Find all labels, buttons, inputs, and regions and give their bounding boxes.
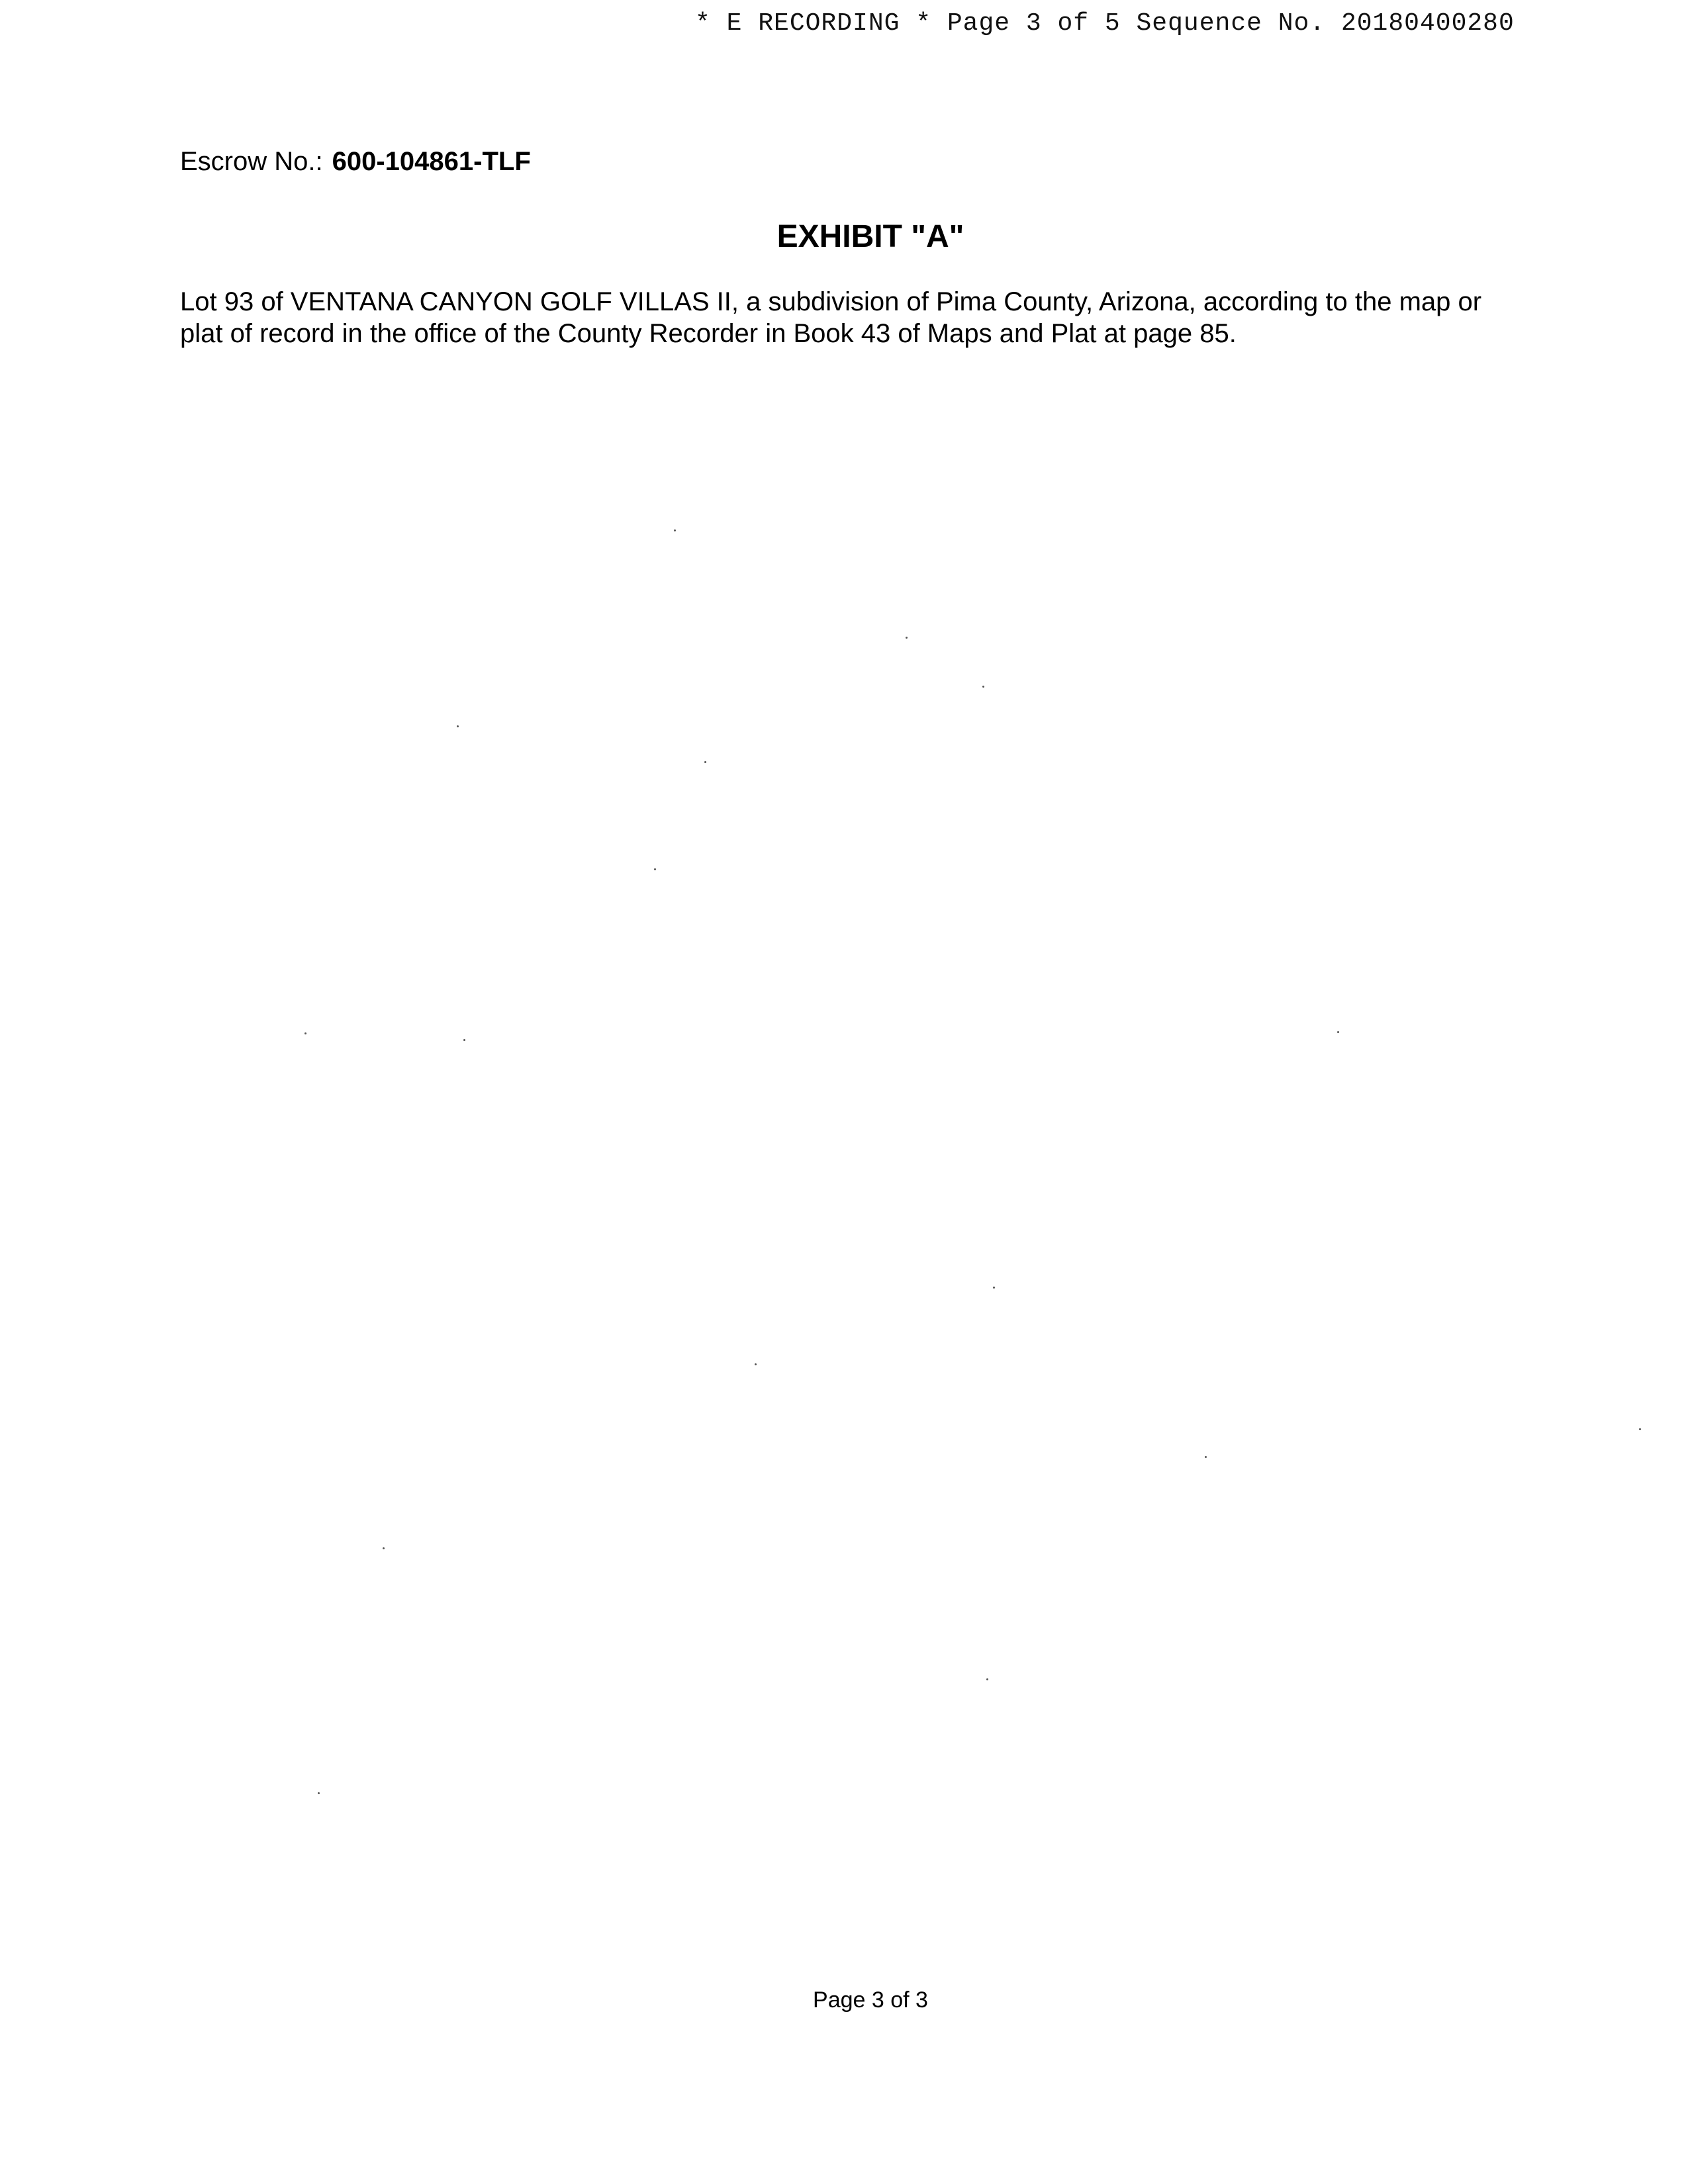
scan-speck <box>457 725 459 727</box>
scan-speck <box>654 868 656 870</box>
scan-speck <box>906 637 908 639</box>
page-number-footer: Page 3 of 3 <box>813 1987 928 2013</box>
escrow-label: Escrow No.: <box>180 147 323 176</box>
scan-speck <box>993 1287 995 1289</box>
legal-description <box>180 286 1544 349</box>
scan-speck <box>305 1032 306 1034</box>
scan-speck <box>986 1678 988 1680</box>
scan-speck <box>318 1792 320 1794</box>
scan-speck <box>1205 1456 1207 1458</box>
exhibit-title: EXHIBIT "A" <box>776 219 964 254</box>
legal-description-line-1: Lot 93 of VENTANA CANYON GOLF VILLAS II, a subdivision of Pima County, Arizona, according to the map or <box>180 287 1482 316</box>
scan-speck <box>463 1039 465 1041</box>
scan-speck <box>1639 1428 1641 1430</box>
escrow-number-line <box>180 147 531 177</box>
legal-description-line-2: plat of record in the office of the County Recorder in Book 43 of Maps and Plat at page 85. <box>180 319 1237 348</box>
recording-stamp: * E RECORDING * Page 3 of 5 Sequence No. 20180400280 <box>695 9 1515 38</box>
scan-speck <box>674 529 676 531</box>
scan-speck <box>704 761 706 763</box>
scan-speck <box>982 686 984 688</box>
scan-speck <box>1337 1031 1339 1033</box>
scan-speck <box>383 1547 385 1549</box>
escrow-number: 600-104861-TLF <box>332 147 531 176</box>
scan-speck <box>755 1363 757 1365</box>
